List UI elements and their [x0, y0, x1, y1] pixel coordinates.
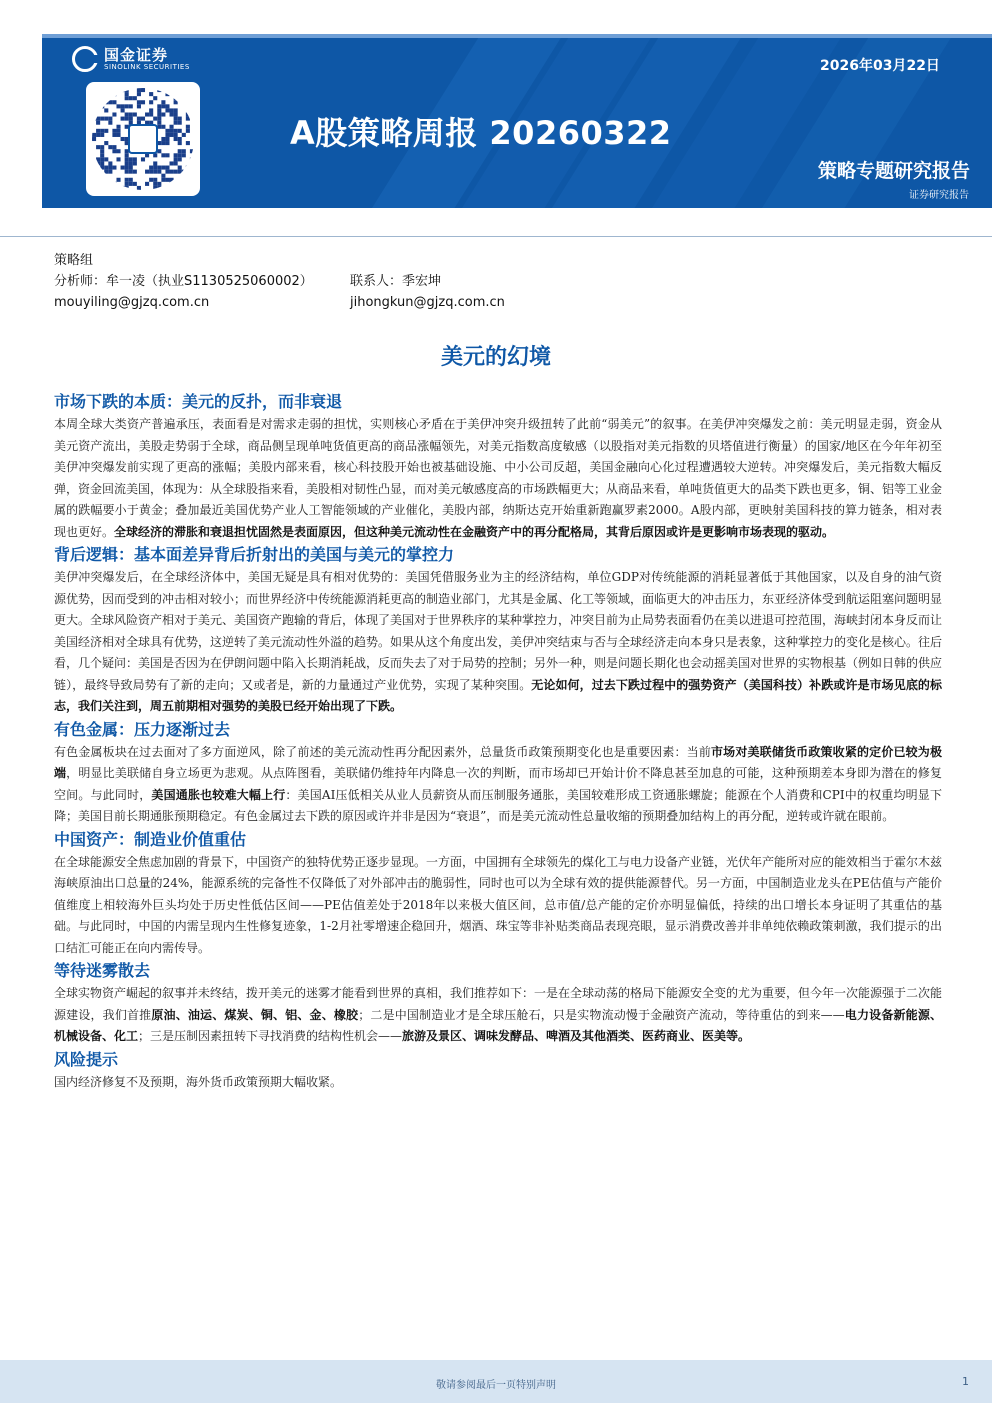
company-logo	[72, 44, 190, 74]
section-heading: 中国资产：制造业价值重估	[54, 829, 247, 849]
section-paragraph	[54, 414, 942, 543]
section-heading: 等待迷雾散去	[54, 961, 151, 980]
body-text: ；三是压制因素扭转下寻找消费的结构性机会——	[138, 1029, 403, 1043]
section-paragraph	[54, 1072, 942, 1094]
section-paragraph	[54, 567, 942, 718]
report-title: A股策略周报 20260322	[290, 114, 672, 152]
body-text: 本周全球大类资产普遍承压，表面看是对需求走弱的担忧，实则核心矛盾在于美伊冲突升级扭转了此前“弱美元”的叙事。在美伊冲突爆发之前：美元明显走弱，资金从美元资产流出，美股走势弱于全球，商品侧呈现单吨货值更高的商品涨幅领先，对美元指数高度敏感（以股指对美元指数的贝塔值进行衡量）的国家/地区在今年年初至美伊冲突爆发前实现了更高的涨幅；美股内部来看，核心科技股开始也被基础设施、中小公司反超，美国金融向心化过程遭遇较大逆转。冲突爆发后，美元指数大幅反弹，资金回流美国，体现为：从全球股指来看，美股相对韧性凸显，而对美元敏感度高的市场跌幅更大；从商品来看，单吨货值更大的品类下跌也更多，铜、铝等工业金属的跌幅要小于黄金；叠加最近美国优势产业人工智能领域的产业催化，美股内部，纳斯达克开始重新跑赢罗素2000。A股内部，更映射美国科技的算力链条，相对表现也更好。	[54, 417, 943, 539]
body-text: 国内经济修复不及预期，海外货币政策预期大幅收紧。	[54, 1074, 343, 1089]
body-text: ，明显比美联储自身立场更为悲观。从点阵图看，美联储仍维持年内降息一次的判断，而市场却已开始计价不降息甚至加息的可能，这种预期差本身即为潜在的修复空间。与此同时，	[54, 766, 942, 802]
analyst-email[interactable]: mouyiling@gjzq.com.cn	[54, 295, 210, 310]
logo-en-text: SINOLINK SECURITIES	[104, 62, 190, 71]
body-text: 有色金属板块在过去面对了多方面逆风，除了前述的美元流动性再分配因素外，总量货币政策预期变化也是重要因素：当前	[54, 744, 711, 759]
section-paragraph	[54, 983, 942, 1048]
emphasis-text: 市场对美联储货币政策收紧的定价已较为极端	[54, 744, 942, 780]
emphasis-text: 美国通胀也较难大幅上行	[151, 787, 286, 802]
section-paragraph	[54, 852, 942, 960]
logo-cn-text: 国金证券	[104, 45, 169, 64]
analyst-info: 分析师：牟一凌（执业S1130525060002）	[54, 274, 313, 289]
report-date: 2026年03月22日	[820, 58, 940, 74]
emphasis-text: 原油、油运、煤炭、铜、铝、金、橡胶	[151, 1007, 359, 1022]
header-divider	[0, 236, 992, 237]
contact-info: 联系人：季宏坤	[350, 274, 442, 289]
emphasis-text: 电力设备新能源、机械设备、化工	[54, 1007, 942, 1043]
emphasis-text: 旅游及景区、调味发酵品、啤酒及其他酒类、医药商业、医美等。	[402, 1029, 751, 1043]
author-block	[54, 250, 505, 313]
section-heading: 背后逻辑：基本面差异背后折射出的美国与美元的掌控力	[54, 545, 455, 564]
emphasis-text: 无论如何，过去下跌过程中的强势资产（美国科技）补跌或许是市场见底的标志，我们关注到，周五前期相对强势的美股已经开始出现了下跌。	[54, 677, 942, 713]
body-text: 美伊冲突爆发后，在全球经济体中，美国无疑是具有相对优势的：美国凭借服务业为主的经济结构，单位GDP对传统能源的消耗显著低于其他国家，以及自身的油气资源优势，因而受到的冲击相对较小；而世界经济中传统能源消耗更高的制造业部门，尤其是金属、化工等领域，面临更大的冲击压力，东亚经济体受到航运阻塞问题明显更大。全球风险资产相对于美元、美国资产跑输的背后，体现了美国对于世界秩序的某种掌控力，冲突目前为止局势表面看仍在美以进退可控范围，海峡封闭本身反而让美国经济相对全球具有优势，这逆转了美元流动性外溢的趋势。如果从这个角度出发，美伊冲突结束与否与全球经济走向本身只是表象，这种掌控力的变化是核心。往后看，几个疑问：美国是否因为在伊朗问题中陷入长期消耗战，反而失去了对于局势的控制；另外一种，则是问题长期化也会动摇美国对世界的实物根基（例如日韩的供应链），最终导致局势有了新的走向；又或者是，新的力量通过产业优势，实现了某种突围。	[54, 570, 943, 692]
report-type: 策略专题研究报告	[818, 160, 971, 182]
section-heading: 风险提示	[54, 1049, 119, 1069]
page-number: 1	[962, 1375, 969, 1388]
report-subtype: 证券研究报告	[909, 190, 969, 201]
sinolink-logo-icon	[72, 46, 98, 72]
section-paragraph	[54, 742, 942, 828]
research-group: 策略组	[54, 253, 94, 268]
emphasis-text: 全球经济的滞胀和衰退担忧固然是表面原因，但这种美元流动性在金融资产中的再分配格局，其背后原因或许是更影响市场表现的驱动。	[114, 524, 835, 539]
report-body	[54, 390, 942, 1093]
section-heading: 市场下跌的本质：美元的反扑，而非衰退	[54, 392, 343, 411]
body-text: ；二是中国制造业才是全球压舱石，只是实物流动慢于金融资产流动，等待重估的到来——	[358, 1007, 845, 1022]
footer-disclaimer[interactable]: 敬请参阅最后一页特别声明	[436, 1380, 556, 1391]
document-title: 美元的幻境	[440, 345, 551, 370]
section-heading: 有色金属：压力逐渐过去	[54, 719, 231, 739]
qr-code-icon	[92, 88, 194, 190]
contact-email[interactable]: jihongkun@gjzq.com.cn	[350, 295, 505, 310]
body-text: 全球实物资产崛起的叙事并未终结，拨开美元的迷雾才能看到世界的真相，我们推荐如下：一是在全球动荡的格局下能源安全变的尤为重要，但今年一次能源强于二次能源建设，我们首推	[54, 986, 943, 1022]
qr-code	[86, 82, 200, 196]
body-text: 在全球能源安全焦虑加剧的背景下，中国资产的独特优势正逐步显现。一方面，中国拥有全球领先的煤化工与电力设备产业链，光伏年产能所对应的能效相当于霍尔木兹海峡原油出口总量的24%，能源系统的完备性不仅降低了对外部冲击的脆弱性，同时也可以为全球有效的提供能源替代。另一方面，中国制造业龙头在PE估值与产能价值维度上相较海外巨头均处于历史性低估区间——PE估值差处于2018年以来极大值区间，总市值/总产能的定价亦明显偏低，持续的出口增长本身证明了其重估的基础。与此同时，中国的内需呈现内生性修复迹象，1-2月社零增速企稳回升，烟酒、珠宝等非补贴类商品表现亮眼，显示消费改善并非单纯依赖政策刺激，我们提示的出口结汇可能正在向内需传导。	[54, 854, 943, 955]
body-text: ：美国AI压低相关从业人员薪资从而压制服务通胀，美国较难形成工资通胀螺旋；能源在个人消费和CPI中的权重均明显下降；美国目前长期通胀预期稳定。有色金属过去下跌的原因或许并非是因为“衰退”，而是美元流动性总量收缩的预期叠加结构上的再分配，逆转或许就在眼前。	[54, 787, 942, 823]
